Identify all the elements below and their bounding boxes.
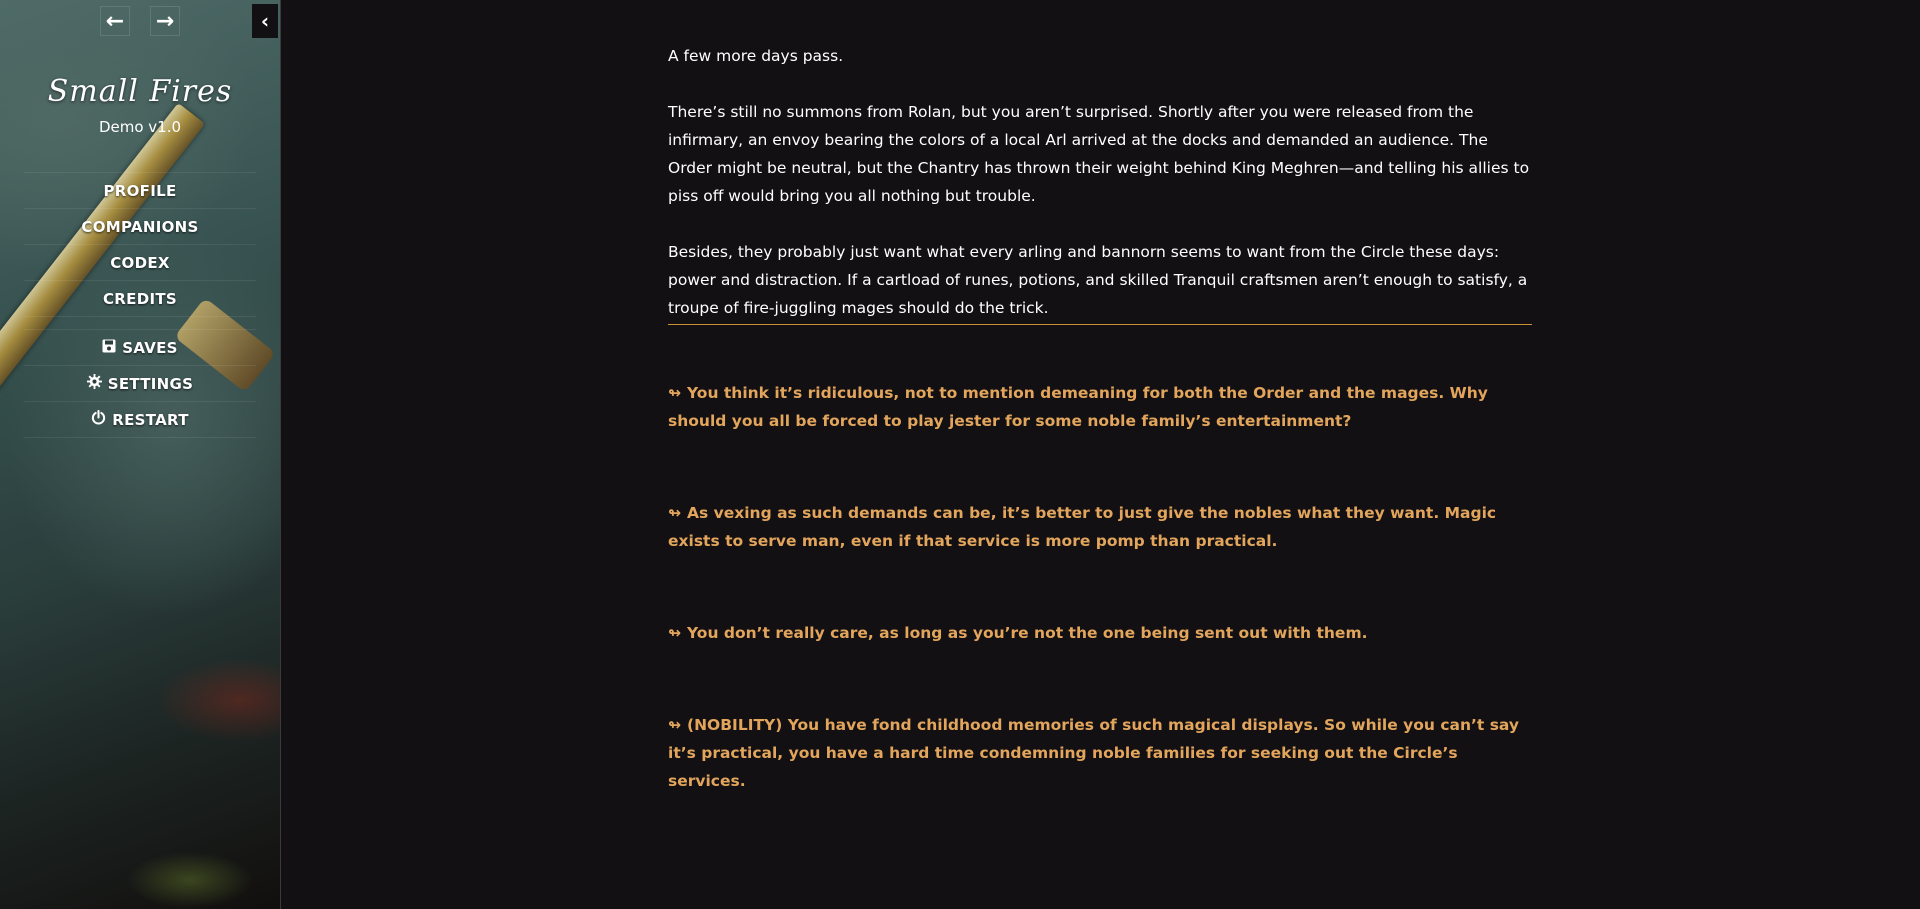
choice-arrow-icon: ↬	[668, 624, 681, 642]
gear-icon	[87, 374, 102, 393]
main-menu	[24, 172, 256, 317]
back-arrow-icon[interactable]: ←	[100, 6, 130, 36]
choice-link[interactable]	[668, 499, 1532, 555]
sidebar	[0, 0, 281, 909]
menu-label: CODEX	[110, 253, 170, 272]
menu-credits[interactable]	[24, 281, 256, 317]
menu-label: CREDITS	[103, 289, 177, 308]
forward-arrow-icon[interactable]: →	[150, 6, 180, 36]
menu-label: SAVES	[122, 338, 178, 357]
story-title: Small Fires	[47, 74, 233, 109]
choice-text: You don’t really care, as long as you’re not the one being sent out with them.	[687, 624, 1368, 642]
story-paragraph: A few more days pass.	[668, 47, 844, 65]
save-icon	[102, 339, 116, 357]
system-menu	[24, 329, 256, 438]
menu-label: PROFILE	[103, 181, 177, 200]
choice-arrow-icon: ↬	[668, 504, 681, 522]
menu-codex[interactable]	[24, 245, 256, 281]
menu-label: RESTART	[112, 410, 189, 429]
choice-arrow-icon: ↬	[668, 384, 681, 402]
menu-label: SETTINGS	[107, 374, 194, 393]
menu-saves[interactable]	[24, 330, 256, 366]
menu-profile[interactable]	[24, 173, 256, 209]
choice-text: As vexing as such demands can be, it’s better to just give the nobles what they want. Magic exists to serve man, even if that service is more pomp than practical.	[668, 504, 1497, 550]
choice-text: (NOBILITY) You have fond childhood memories of such magical displays. So while you can’t say it’s practical, you have a hard time condemning noble families for seeking out the Circle’s services.	[668, 716, 1520, 790]
menu-settings[interactable]	[24, 366, 256, 402]
choice-link[interactable]	[668, 619, 1532, 647]
choice-link[interactable]	[668, 379, 1532, 435]
menu-restart[interactable]	[24, 402, 256, 438]
menu-label: COMPANIONS	[81, 217, 199, 236]
story-paragraph: Besides, they probably just want what every arling and bannorn seems to want from the Circle these days: power and distraction. If a cartload of runes, potions, and skilled Tranquil craftsmen aren’t enough to satisfy, a troupe of fire-juggling mages should do the trick.	[668, 243, 1528, 317]
menu-companions[interactable]	[24, 209, 256, 245]
story-version: Demo v1.0	[98, 118, 182, 136]
power-icon	[91, 410, 106, 429]
choice-arrow-icon: ↬	[668, 716, 681, 734]
story-passage	[668, 0, 1532, 823]
choice-text: You think it’s ridiculous, not to mention demeaning for both the Order and the mages. Why should you all be forced to play jester for some noble family’s entertainment?	[668, 384, 1488, 430]
collapse-sidebar-icon[interactable]: ‹	[252, 4, 278, 38]
choice-link[interactable]	[668, 711, 1532, 795]
story-paragraph: There’s still no summons from Rolan, but you aren’t surprised. Shortly after you were released from the infirmary, an envoy bearing the colors of a local Arl arrived at the docks and demanded an audience. The Order might be neutral, but the Chantry has thrown their weight behind King Meghren—and telling his allies to piss off would bring you all nothing but trouble.	[668, 103, 1530, 205]
